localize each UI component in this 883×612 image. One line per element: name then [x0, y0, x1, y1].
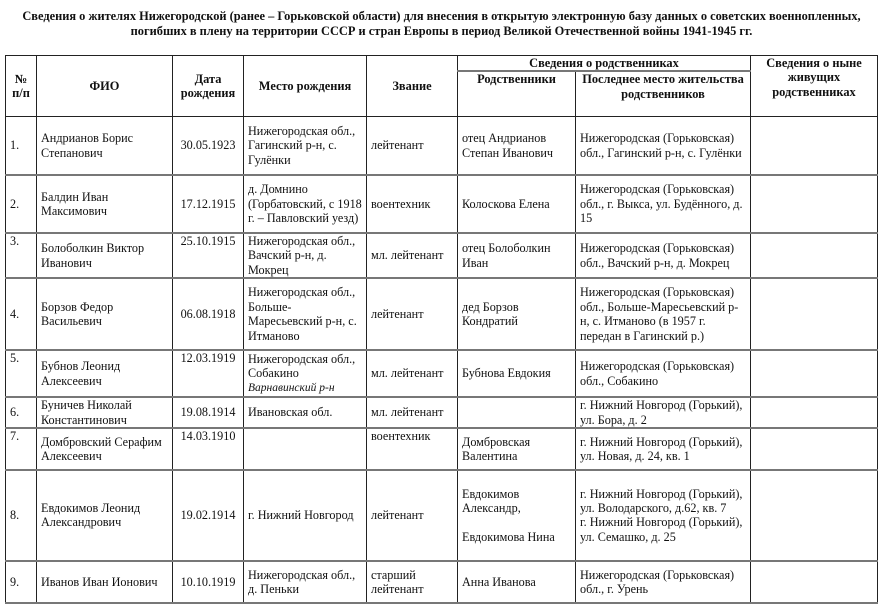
cell-relatives [458, 397, 576, 428]
prisoners-table [5, 55, 878, 604]
cell-fio [37, 233, 173, 278]
cell-relatives [458, 561, 576, 603]
date-text: 25.10.1915 [180, 233, 236, 248]
header-rank: Звание [367, 56, 458, 117]
cell-num [6, 428, 37, 470]
cell-num [6, 233, 37, 278]
cell-fio [37, 561, 173, 603]
header-living-relatives: Сведения о ныне живущих родственниках [751, 56, 878, 117]
cell-relatives [458, 233, 576, 278]
residence-text: Нижегородская (Горьковская) обл., г. Урень [580, 567, 735, 596]
relatives-text: Домбровская Валентина [462, 434, 531, 463]
fio-text: Балдин Иван Максимович [41, 189, 109, 218]
cell-relatives [458, 117, 576, 175]
header-num: № п/п [6, 56, 37, 117]
cell-rank [367, 350, 458, 397]
cell-rank [367, 117, 458, 175]
date-text: 30.05.1923 [180, 138, 236, 153]
residence-text: Нижегородская (Горьковская) обл., Собакино [580, 359, 735, 388]
cell-num [6, 278, 37, 350]
cell-num [6, 117, 37, 175]
cell-living [751, 428, 878, 470]
cell-residence [576, 350, 751, 397]
rank-text: старший лейтенант [371, 567, 424, 596]
table-row [6, 561, 878, 603]
fio-text: Борзов Федор Васильевич [41, 299, 114, 329]
rank-text: лейтенант [371, 306, 424, 321]
cell-living [751, 175, 878, 233]
cell-place [244, 350, 367, 397]
cell-place [244, 278, 367, 350]
table-row [6, 233, 878, 278]
cell-rank [367, 428, 458, 470]
cell-rank [367, 278, 458, 350]
rank-text: мл. лейтенант [371, 248, 444, 263]
cell-residence [576, 428, 751, 470]
date-text: 12.03.1919 [180, 351, 236, 366]
num-text: 9. [10, 574, 20, 589]
cell-rank [367, 397, 458, 428]
num-text: 5. [10, 351, 20, 366]
table-row [6, 397, 878, 428]
cell-date [173, 561, 244, 603]
cell-living [751, 233, 878, 278]
cell-relatives [458, 350, 576, 397]
header-relatives: Родственники [458, 71, 576, 117]
table-row [6, 117, 878, 175]
place-text: Ивановская обл. [248, 405, 333, 420]
cell-rank [367, 561, 458, 603]
num-text: 4. [10, 306, 20, 321]
date-text: 17.12.1915 [180, 196, 236, 211]
cell-num [6, 350, 37, 397]
cell-living [751, 278, 878, 350]
header-fio: ФИО [37, 56, 173, 117]
relatives-text: Евдокимов Александр, Евдокимова Нина [462, 486, 555, 544]
cell-date [173, 428, 244, 470]
cell-place [244, 470, 367, 561]
cell-fio [37, 470, 173, 561]
cell-date [173, 470, 244, 561]
cell-rank [367, 233, 458, 278]
header-birth-place: Место рождения [244, 56, 367, 117]
cell-date [173, 350, 244, 397]
place-text: Нижегородская обл., д. Пеньки [248, 567, 356, 596]
cell-living [751, 561, 878, 603]
date-text: 19.02.1914 [180, 508, 236, 523]
fio-text: Андрианов Борис Степанович [41, 131, 134, 160]
cell-relatives [458, 428, 576, 470]
place-text: д. Домнино (Горбатовский, с 1918 г. – Павловский уезд) [248, 182, 362, 226]
cell-residence [576, 117, 751, 175]
cell-num [6, 561, 37, 603]
cell-place [244, 117, 367, 175]
cell-rank [367, 175, 458, 233]
cell-relatives [458, 470, 576, 561]
table-row [6, 428, 878, 470]
cell-fio [37, 278, 173, 350]
relatives-text: Бубнова Евдокия [462, 366, 551, 381]
date-text: 14.03.1910 [180, 428, 236, 443]
num-text: 8. [10, 508, 20, 523]
table-row [6, 350, 878, 397]
date-text: 19.08.1914 [180, 405, 236, 420]
cell-num [6, 470, 37, 561]
table-row [6, 278, 878, 350]
cell-residence [576, 233, 751, 278]
relatives-text: Колоскова Елена [462, 196, 550, 211]
date-text: 06.08.1918 [180, 306, 236, 321]
cell-place [244, 233, 367, 278]
cell-living [751, 470, 878, 561]
cell-fio [37, 350, 173, 397]
residence-text: Нижегородская (Горьковская) обл., Больше-Маресьевский р-н, с. Итманово (в 1957 г. передан в Гагинский р.) [580, 285, 739, 343]
place-text: Нижегородская обл., Вачский р-н, д. Мокрец [248, 233, 356, 277]
header-last-residence: Последнее место жительства родственников [576, 71, 751, 117]
cell-place [244, 428, 367, 470]
cell-relatives [458, 278, 576, 350]
cell-fio [37, 397, 173, 428]
cell-living [751, 350, 878, 397]
cell-fio [37, 117, 173, 175]
cell-living [751, 117, 878, 175]
header-relatives-group: Сведения о родственниках [458, 56, 751, 72]
num-text: 6. [10, 405, 20, 420]
fio-text: Бубнов Леонид Алексеевич [41, 359, 121, 388]
cell-num [6, 397, 37, 428]
cell-rank [367, 470, 458, 561]
relatives-text: отец Болоболкин Иван [462, 241, 551, 270]
place-text: Нижегородская обл., Больше-Маресьевский р-н, с. Итманово [248, 285, 357, 343]
relatives-text: дед Борзов Кондратий [462, 299, 519, 329]
place-text: Нижегородская обл., Гагинский р-н, с. Гулёнки [248, 124, 356, 167]
cell-living [751, 397, 878, 428]
table-row [6, 470, 878, 561]
residence-text: Нижегородская (Горьковская) обл., г. Выкса, ул. Будённого, д. 15 [580, 182, 743, 226]
residence-text: Нижегородская (Горьковская) обл., Вачский р-н, д. Мокрец [580, 241, 735, 270]
fio-text: Иванов Иван Ионович [41, 574, 158, 589]
fio-text: Домбровский Серафим Алексеевич [41, 434, 162, 463]
place-note: Варнавинский р-н [248, 381, 335, 394]
rank-text: мл. лейтенант [371, 405, 444, 420]
cell-fio [37, 175, 173, 233]
cell-date [173, 397, 244, 428]
num-text: 7. [10, 428, 20, 443]
rank-text: воентехник [371, 428, 431, 443]
num-text: 3. [10, 233, 20, 248]
cell-relatives [458, 175, 576, 233]
residence-text: г. Нижний Новгород (Горький), ул. Володарского, д.62, кв. 7 г. Нижний Новгород (Горький), ул. Семашко, д. 25 [580, 486, 743, 544]
cell-place [244, 397, 367, 428]
rank-text: лейтенант [371, 508, 424, 523]
cell-date [173, 117, 244, 175]
cell-place [244, 175, 367, 233]
cell-residence [576, 397, 751, 428]
num-text: 1. [10, 138, 20, 153]
cell-num [6, 175, 37, 233]
relatives-text: Анна Иванова [462, 574, 536, 589]
rank-text: лейтенант [371, 138, 424, 153]
cell-date [173, 175, 244, 233]
cell-place [244, 561, 367, 603]
place-text: Нижегородская обл., Собакино [248, 352, 356, 381]
relatives-text: отец Андрианов Степан Иванович [462, 131, 554, 160]
rank-text: мл. лейтенант [371, 366, 444, 381]
table-row [6, 175, 878, 233]
header-birth-date: Дата рождения [173, 56, 244, 117]
document-title: Сведения о жителях Нижегородской (ранее – Горьковской области) для внесения в открытую электронную базу данных о советских военнопленных, погибших в плену на территории СССР и стран Европы в период Великой Отечественной войны 1941-1945 гг. [22, 9, 861, 38]
cell-residence [576, 278, 751, 350]
residence-text: г. Нижний Новгород (Горький), ул. Бора, д. 2 [580, 398, 743, 427]
residence-text: Нижегородская (Горьковская) обл., Гагинский р-н, с. Гулёнки [580, 131, 742, 160]
fio-text: Евдокимов Леонид Александрович [41, 501, 141, 530]
cell-date [173, 278, 244, 350]
cell-date [173, 233, 244, 278]
cell-residence [576, 561, 751, 603]
fio-text: Болоболкин Виктор Иванович [41, 241, 145, 270]
fio-text: Буничев Николай Константинович [41, 398, 132, 427]
cell-fio [37, 428, 173, 470]
place-text: г. Нижний Новгород [248, 508, 354, 523]
date-text: 10.10.1919 [180, 574, 236, 589]
residence-text: г. Нижний Новгород (Горький), ул. Новая, д. 24, кв. 1 [580, 434, 743, 463]
rank-text: воентехник [371, 196, 431, 211]
cell-residence [576, 175, 751, 233]
num-text: 2. [10, 196, 20, 211]
cell-residence [576, 470, 751, 561]
